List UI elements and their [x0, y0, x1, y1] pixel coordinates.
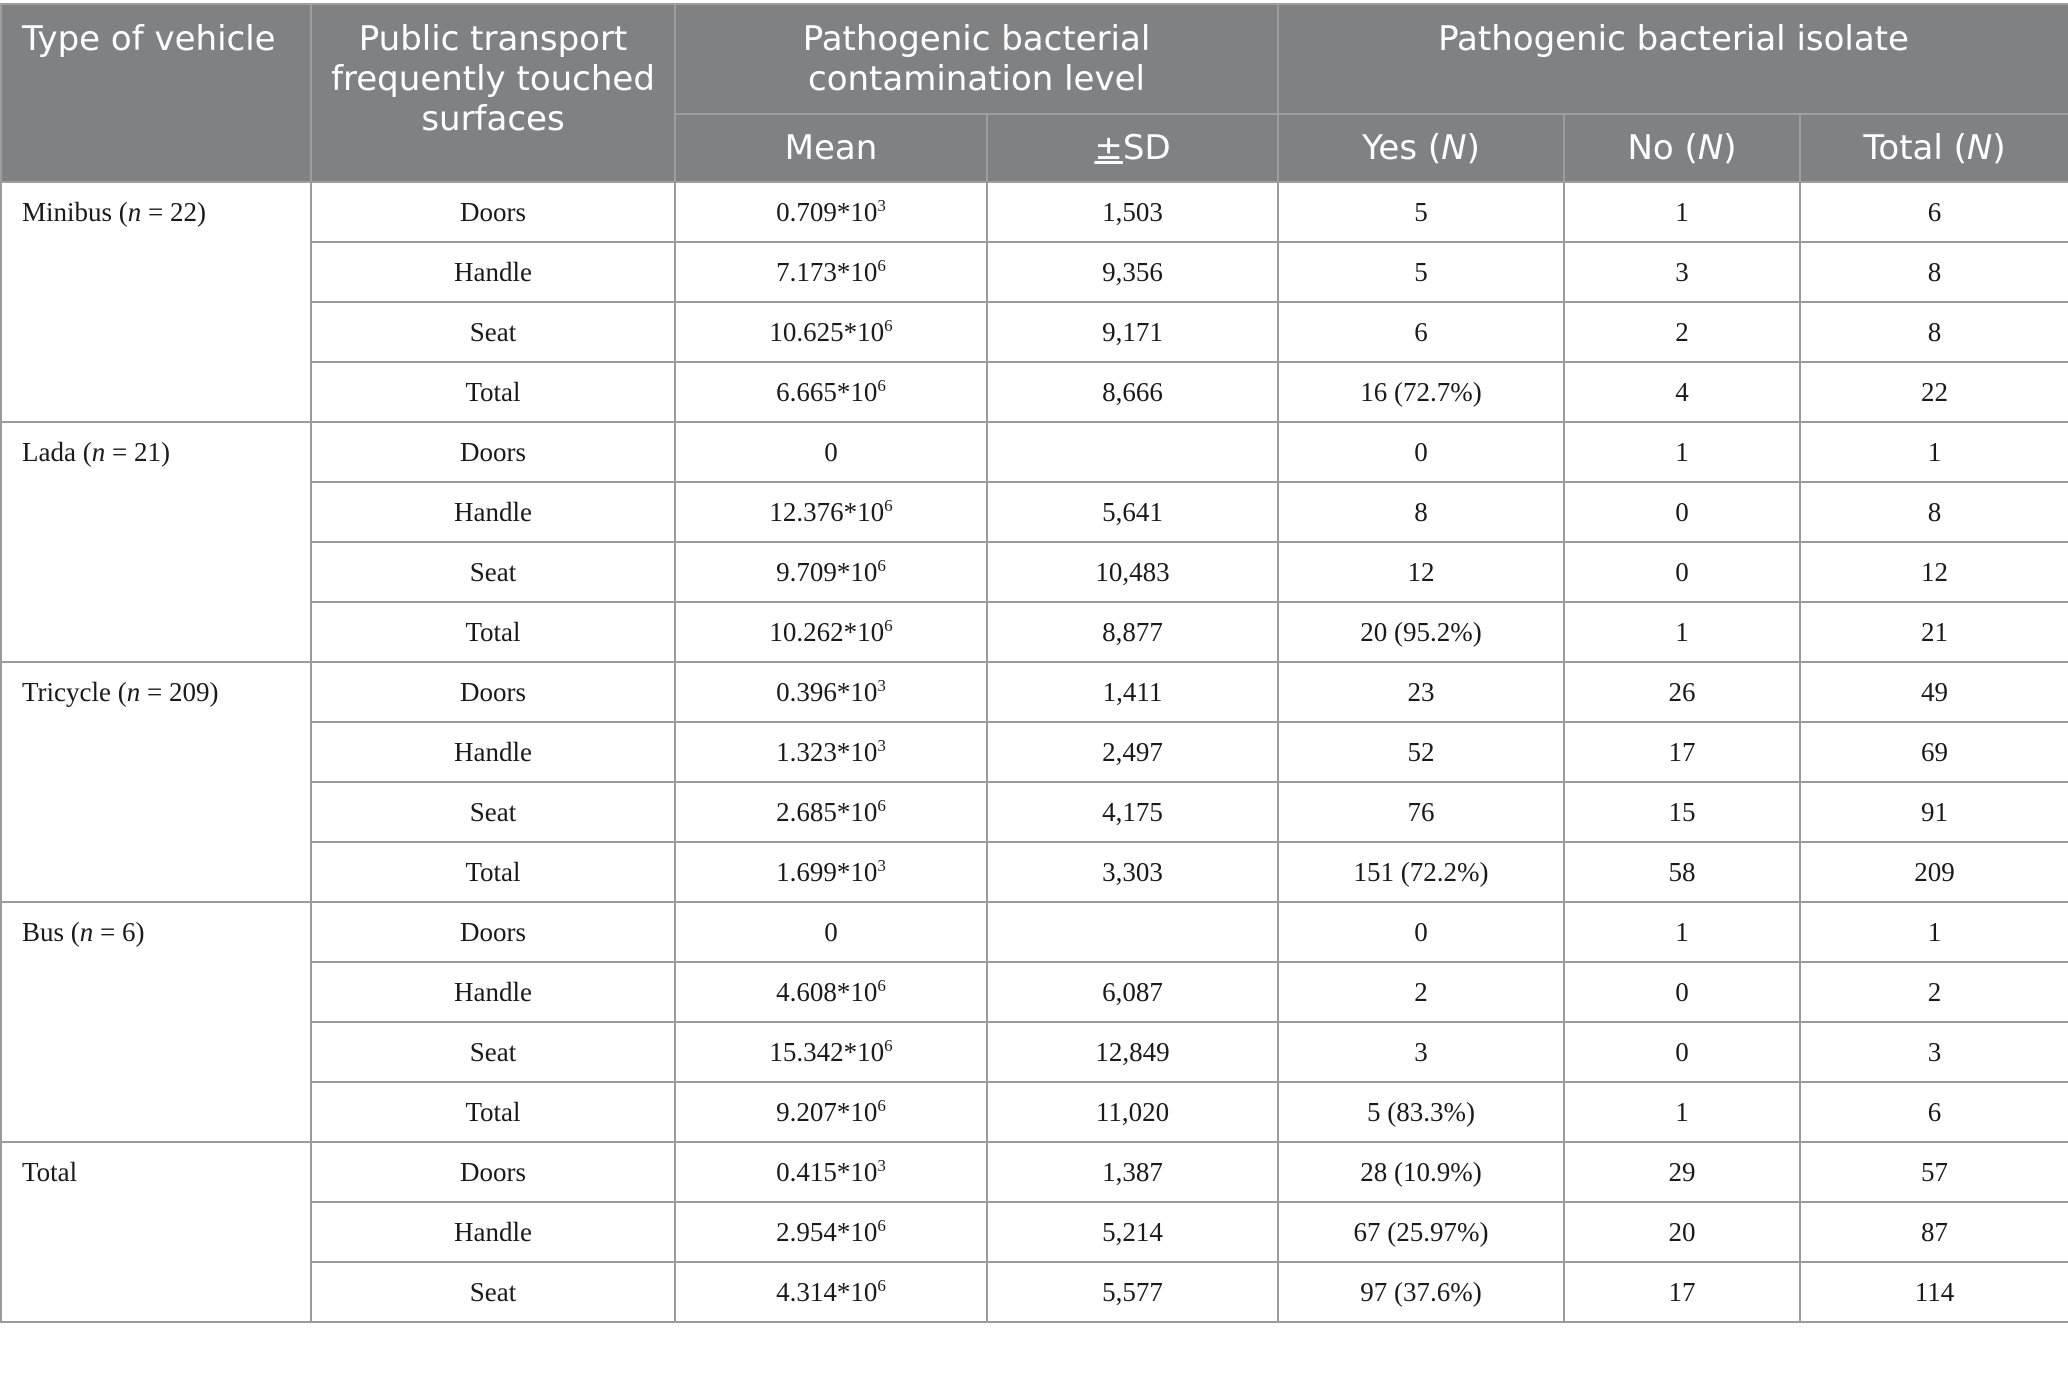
sd-cell: 1,411 [987, 662, 1278, 722]
mean-cell [675, 962, 987, 1022]
mean-base: 4.314*10 [776, 1276, 878, 1307]
total-cell: 3 [1800, 1022, 2068, 1082]
mean-base: 2.954*10 [776, 1216, 878, 1247]
table-row [1, 302, 2068, 362]
yes-cell: 5 [1278, 182, 1564, 242]
vehicle-type-cell: Tricycle (n = 209) [1, 662, 311, 902]
surface-cell: Handle [311, 962, 675, 1022]
sd-cell: 2,497 [987, 722, 1278, 782]
mean-exponent: 6 [884, 1035, 893, 1055]
yes-cell: 76 [1278, 782, 1564, 842]
total-cell: 49 [1800, 662, 2068, 722]
mean-cell [675, 302, 987, 362]
vehicle-n-value: = 209) [147, 677, 219, 707]
mean-exponent: 3 [877, 195, 886, 215]
surface-cell: Total [311, 842, 675, 902]
header-vehicle-type: Type of vehicle [1, 4, 311, 182]
mean-base: 9.709*10 [776, 556, 878, 587]
vehicle-n-value: = 6) [100, 917, 145, 947]
vehicle-name: Minibus [22, 197, 113, 227]
no-cell: 0 [1564, 1022, 1800, 1082]
no-cell: 1 [1564, 602, 1800, 662]
mean-base: 6.665*10 [776, 376, 878, 407]
surface-cell: Doors [311, 182, 675, 242]
sd-cell [987, 422, 1278, 482]
mean-base: 10.262*10 [769, 616, 885, 647]
table-row [1, 962, 2068, 1022]
yes-cell: 8 [1278, 482, 1564, 542]
header-sd [987, 114, 1278, 182]
surface-cell: Handle [311, 1202, 675, 1262]
vehicle-name: Bus [22, 917, 65, 947]
surface-cell: Total [311, 602, 675, 662]
total-cell: 21 [1800, 602, 2068, 662]
yes-cell: 28 (10.9%) [1278, 1142, 1564, 1202]
vehicle-name: Tricycle [22, 677, 111, 707]
mean-exponent: 6 [877, 1095, 886, 1115]
total-cell: 6 [1800, 182, 2068, 242]
total-cell: 12 [1800, 542, 2068, 602]
mean-base: 7.173*10 [776, 256, 878, 287]
table-row [1, 422, 2068, 482]
table-row [1, 482, 2068, 542]
surface-cell: Handle [311, 722, 675, 782]
mean-cell [675, 842, 987, 902]
yes-cell: 2 [1278, 962, 1564, 1022]
no-cell: 0 [1564, 542, 1800, 602]
vehicle-type-cell: Lada (n = 21) [1, 422, 311, 662]
mean-cell [675, 602, 987, 662]
header-total-n: N [1966, 128, 1993, 168]
mean-exponent: 6 [884, 495, 893, 515]
mean-base: 9.207*10 [776, 1096, 878, 1127]
mean-cell [675, 362, 987, 422]
sd-cell: 12,849 [987, 1022, 1278, 1082]
mean-exponent: 6 [877, 375, 886, 395]
table-row [1, 902, 2068, 962]
table-row [1, 1022, 2068, 1082]
mean-exponent: 6 [877, 1215, 886, 1235]
no-cell: 1 [1564, 902, 1800, 962]
no-cell: 4 [1564, 362, 1800, 422]
header-no: No (N) [1564, 114, 1800, 182]
mean-exponent: 3 [877, 735, 886, 755]
no-cell: 26 [1564, 662, 1800, 722]
surface-cell: Seat [311, 1262, 675, 1322]
yes-cell: 0 [1278, 422, 1564, 482]
table-row [1, 1262, 2068, 1322]
mean-base: 0.396*10 [776, 676, 878, 707]
no-cell: 20 [1564, 1202, 1800, 1262]
no-cell: 29 [1564, 1142, 1800, 1202]
header-contamination-level: Pathogenic bacterial contamination level [675, 4, 1278, 114]
total-cell: 8 [1800, 302, 2068, 362]
table-row [1, 1142, 2068, 1202]
surface-cell: Handle [311, 242, 675, 302]
total-cell: 69 [1800, 722, 2068, 782]
total-cell: 2 [1800, 962, 2068, 1022]
total-cell: 87 [1800, 1202, 2068, 1262]
mean-cell [675, 662, 987, 722]
mean-base: 0 [824, 436, 838, 467]
mean-exponent: 3 [877, 855, 886, 875]
mean-cell [675, 482, 987, 542]
mean-cell [675, 1262, 987, 1322]
mean-base: 12.376*10 [769, 496, 885, 527]
header-sd-sign: ± [1094, 128, 1123, 168]
table-row [1, 182, 2068, 242]
mean-base: 10.625*10 [769, 316, 885, 347]
table-body [1, 182, 2068, 1322]
no-cell: 1 [1564, 182, 1800, 242]
mean-exponent: 3 [877, 1155, 886, 1175]
no-cell: 17 [1564, 1262, 1800, 1322]
no-cell: 58 [1564, 842, 1800, 902]
mean-exponent: 6 [877, 255, 886, 275]
yes-cell: 20 (95.2%) [1278, 602, 1564, 662]
mean-base: 0 [824, 916, 838, 947]
mean-cell [675, 1202, 987, 1262]
mean-base: 4.608*10 [776, 976, 878, 1007]
sd-cell: 4,175 [987, 782, 1278, 842]
table-row [1, 722, 2068, 782]
header-total: Total (N) [1800, 114, 2068, 182]
total-cell: 57 [1800, 1142, 2068, 1202]
mean-exponent: 6 [884, 615, 893, 635]
surface-cell: Seat [311, 782, 675, 842]
total-cell: 1 [1800, 422, 2068, 482]
mean-base: 15.342*10 [769, 1036, 885, 1067]
header-yes-label: Yes [1362, 128, 1418, 168]
header-no-label: No [1627, 128, 1674, 168]
total-cell: 8 [1800, 242, 2068, 302]
table-row [1, 242, 2068, 302]
no-cell: 17 [1564, 722, 1800, 782]
vehicle-n-symbol: n [91, 437, 106, 467]
header-yes-n: N [1441, 128, 1467, 168]
sd-cell [987, 902, 1278, 962]
mean-cell [675, 722, 987, 782]
yes-cell: 52 [1278, 722, 1564, 782]
sd-cell: 10,483 [987, 542, 1278, 602]
table-row [1, 662, 2068, 722]
yes-cell: 16 (72.7%) [1278, 362, 1564, 422]
sd-cell: 3,303 [987, 842, 1278, 902]
no-cell: 15 [1564, 782, 1800, 842]
vehicle-n-symbol: n [126, 677, 141, 707]
sd-cell: 9,356 [987, 242, 1278, 302]
total-cell: 91 [1800, 782, 2068, 842]
surface-cell: Total [311, 1082, 675, 1142]
mean-cell [675, 242, 987, 302]
mean-cell [675, 422, 987, 482]
sd-cell: 6,087 [987, 962, 1278, 1022]
sd-cell: 8,877 [987, 602, 1278, 662]
mean-cell [675, 182, 987, 242]
yes-cell: 5 [1278, 242, 1564, 302]
mean-cell [675, 782, 987, 842]
yes-cell: 97 (37.6%) [1278, 1262, 1564, 1322]
header-bacterial-isolate: Pathogenic bacterial isolate [1278, 4, 2068, 114]
mean-base: 1.323*10 [776, 736, 878, 767]
table-row [1, 602, 2068, 662]
mean-base: 0.415*10 [776, 1156, 878, 1187]
mean-exponent: 3 [877, 675, 886, 695]
yes-cell: 5 (83.3%) [1278, 1082, 1564, 1142]
sd-cell: 5,641 [987, 482, 1278, 542]
table-row [1, 1082, 2068, 1142]
header-yes: Yes (N) [1278, 114, 1564, 182]
no-cell: 3 [1564, 242, 1800, 302]
yes-cell: 0 [1278, 902, 1564, 962]
table-row [1, 782, 2068, 842]
header-mean: Mean [675, 114, 987, 182]
mean-base: 2.685*10 [776, 796, 878, 827]
vehicle-n-value: = 22) [148, 197, 206, 227]
surface-cell: Seat [311, 542, 675, 602]
vehicle-type-cell [1, 1142, 311, 1322]
header-touched-surfaces: Public transport frequently touched surfaces [311, 4, 675, 182]
surface-cell: Seat [311, 1022, 675, 1082]
total-cell: 114 [1800, 1262, 2068, 1322]
no-cell: 0 [1564, 482, 1800, 542]
sd-cell: 8,666 [987, 362, 1278, 422]
mean-exponent: 6 [877, 795, 886, 815]
header-sd-label: SD [1122, 128, 1171, 168]
total-cell: 209 [1800, 842, 2068, 902]
vehicle-n-symbol: n [79, 917, 94, 947]
table-row [1, 542, 2068, 602]
mean-base: 1.699*10 [776, 856, 878, 887]
yes-cell: 6 [1278, 302, 1564, 362]
surface-cell: Handle [311, 482, 675, 542]
sd-cell: 9,171 [987, 302, 1278, 362]
yes-cell: 23 [1278, 662, 1564, 722]
total-cell: 6 [1800, 1082, 2068, 1142]
surface-cell: Doors [311, 662, 675, 722]
no-cell: 1 [1564, 1082, 1800, 1142]
mean-base: 0.709*10 [776, 196, 878, 227]
table-row [1, 1202, 2068, 1262]
yes-cell: 3 [1278, 1022, 1564, 1082]
total-cell: 22 [1800, 362, 2068, 422]
mean-cell [675, 1082, 987, 1142]
surface-cell: Doors [311, 902, 675, 962]
table-header [1, 4, 2068, 182]
yes-cell: 12 [1278, 542, 1564, 602]
sd-cell: 11,020 [987, 1082, 1278, 1142]
no-cell: 2 [1564, 302, 1800, 362]
mean-cell [675, 542, 987, 602]
surface-cell: Doors [311, 1142, 675, 1202]
vehicle-type-cell: Minibus (n = 22) [1, 182, 311, 422]
total-cell: 8 [1800, 482, 2068, 542]
total-cell: 1 [1800, 902, 2068, 962]
header-total-label: Total [1863, 128, 1943, 168]
yes-cell: 151 (72.2%) [1278, 842, 1564, 902]
sd-cell: 1,503 [987, 182, 1278, 242]
surface-cell: Seat [311, 302, 675, 362]
no-cell: 1 [1564, 422, 1800, 482]
vehicle-type-cell: Bus (n = 6) [1, 902, 311, 1142]
sd-cell: 5,577 [987, 1262, 1278, 1322]
mean-exponent: 6 [884, 315, 893, 335]
mean-cell [675, 902, 987, 962]
surface-cell: Total [311, 362, 675, 422]
mean-exponent: 6 [877, 1275, 886, 1295]
vehicle-n-symbol: n [127, 197, 142, 227]
mean-exponent: 6 [877, 975, 886, 995]
yes-cell: 67 (25.97%) [1278, 1202, 1564, 1262]
mean-cell [675, 1142, 987, 1202]
data-table [0, 3, 2068, 1323]
mean-exponent: 6 [877, 555, 886, 575]
header-no-n: N [1697, 128, 1724, 168]
no-cell: 0 [1564, 962, 1800, 1022]
vehicle-name: Lada [22, 437, 76, 467]
vehicle-name: Total [22, 1157, 78, 1187]
sd-cell: 1,387 [987, 1142, 1278, 1202]
sd-cell: 5,214 [987, 1202, 1278, 1262]
surface-cell: Doors [311, 422, 675, 482]
mean-cell [675, 1022, 987, 1082]
table-row [1, 362, 2068, 422]
vehicle-n-value: = 21) [111, 437, 170, 467]
table-row [1, 842, 2068, 902]
